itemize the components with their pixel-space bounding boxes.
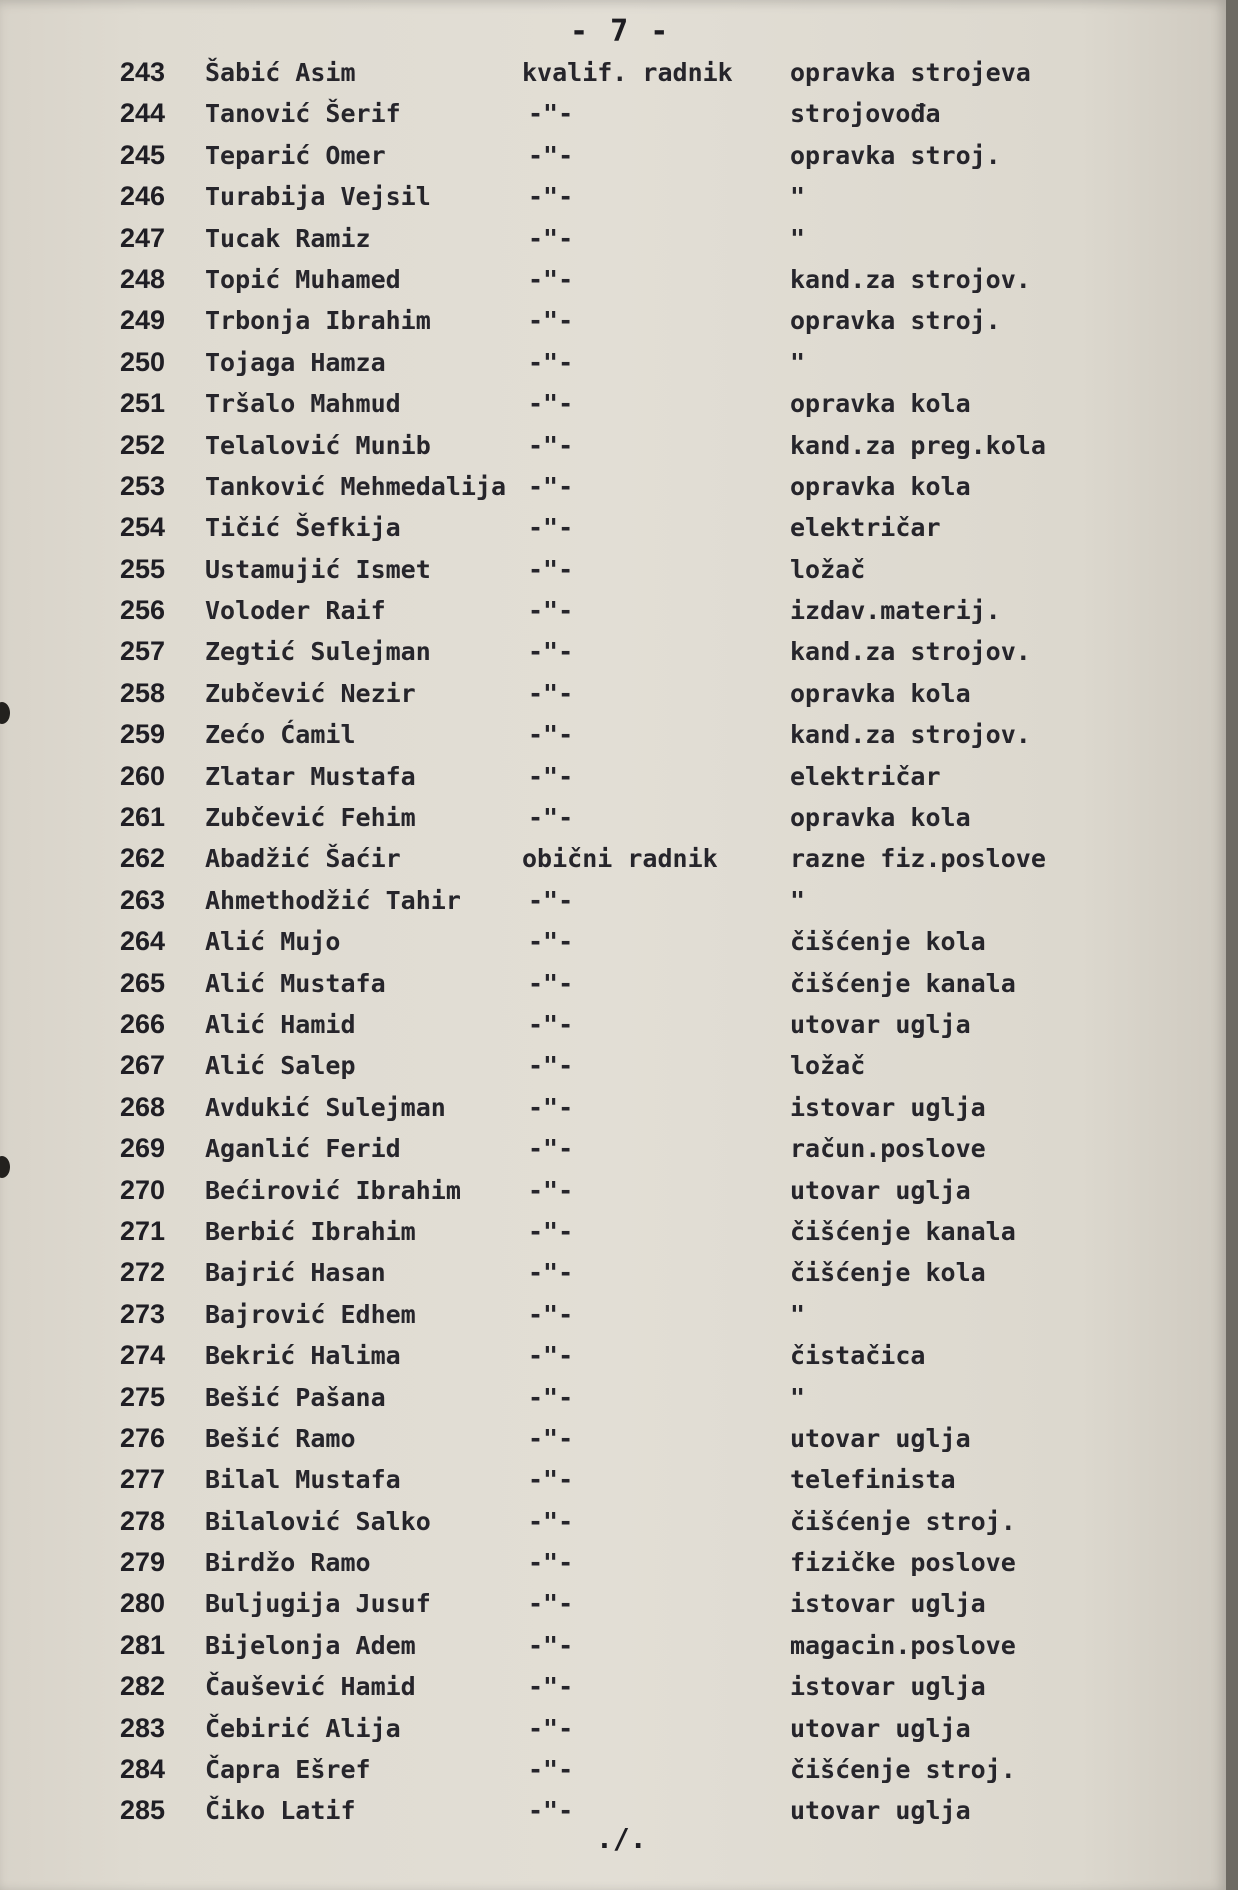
worker-name: Tucak Ramiz: [205, 223, 371, 253]
worker-name: Bijelonja Adem: [205, 1630, 416, 1660]
job-description: izdav.materij.: [790, 596, 1001, 626]
qualification: -"-: [528, 1548, 574, 1578]
row-number: 275: [120, 1381, 166, 1412]
list-item: [0, 1087, 1226, 1128]
qualification: -"-: [528, 761, 574, 791]
list-item: [0, 1501, 1226, 1542]
job-description: čišćenje kola: [790, 927, 986, 957]
job-description: utovar uglja: [790, 1423, 971, 1453]
job-description: magacin.poslove: [790, 1630, 1016, 1660]
qualification: -"-: [528, 1589, 574, 1619]
job-description: čišćenje stroj.: [790, 1506, 1016, 1536]
qualification: -"-: [528, 720, 574, 750]
row-number: 253: [120, 470, 166, 501]
job-description: kand.za strojov.: [790, 264, 1031, 294]
row-number: 245: [120, 139, 166, 170]
worker-name: Tojaga Hamza: [205, 347, 386, 377]
job-description: utovar uglja: [790, 1175, 971, 1205]
qualification: obični radnik: [522, 844, 718, 874]
list-item: [0, 1211, 1226, 1252]
qualification: -"-: [528, 99, 574, 129]
row-number: 268: [120, 1091, 166, 1122]
qualification: -"-: [528, 182, 574, 212]
qualification: -"-: [528, 306, 574, 336]
worker-name: Buljugija Jusuf: [205, 1589, 431, 1619]
worker-name: Zećo Ćamil: [205, 720, 356, 750]
qualification: -"-: [528, 1009, 574, 1039]
qualification: -"-: [528, 968, 574, 998]
worker-name: Šabić Asim: [205, 58, 356, 87]
qualification: -"-: [528, 1796, 574, 1826]
job-description: ložač: [790, 554, 866, 584]
row-number: 277: [120, 1464, 166, 1495]
row-number: 257: [120, 636, 166, 667]
qualification: -"-: [528, 554, 574, 584]
job-description: električar: [790, 761, 941, 791]
worker-name: Voloder Raif: [205, 596, 386, 626]
list-item: [0, 1583, 1226, 1624]
list-item: [0, 1749, 1226, 1790]
job-description: istovar uglja: [790, 1589, 986, 1619]
row-number: 263: [120, 884, 166, 915]
qualification: -"-: [528, 1672, 574, 1702]
job-description: ": [790, 182, 806, 212]
worker-name: Čaušević Hamid: [205, 1672, 416, 1702]
worker-name: Turabija Vejsil: [205, 182, 431, 212]
worker-name: Ustamujić Ismet: [205, 554, 431, 584]
worker-name: Zlatar Mustafa: [205, 761, 416, 791]
job-description: ": [790, 885, 806, 915]
job-description: opravka stroj.: [790, 140, 1001, 170]
job-description: fizičke poslove: [790, 1548, 1016, 1578]
worker-name: Alić Mustafa: [205, 968, 386, 998]
job-description: čišćenje kola: [790, 1258, 986, 1288]
qualification: -"-: [528, 1299, 574, 1329]
job-description: ložač: [790, 1051, 866, 1081]
job-description: opravka kola: [790, 678, 971, 708]
qualification: -"-: [528, 140, 574, 170]
list-item: [0, 1335, 1226, 1376]
job-description: opravka stroj.: [790, 306, 1001, 336]
row-number: 264: [120, 926, 166, 957]
row-number: 249: [120, 305, 166, 336]
row-number: 278: [120, 1505, 166, 1536]
worker-name: Bećirović Ibrahim: [205, 1175, 461, 1205]
qualification: -"-: [528, 1258, 574, 1288]
qualification: -"-: [528, 1382, 574, 1412]
list-item: [0, 52, 1226, 93]
list-item: [0, 1045, 1226, 1086]
job-description: ": [790, 347, 806, 377]
list-item: [0, 466, 1226, 507]
row-number: 270: [120, 1174, 166, 1205]
worker-name: Bajrović Edhem: [205, 1299, 416, 1329]
worker-name: Zubčević Fehim: [205, 803, 416, 833]
worker-name: Telalović Munib: [205, 430, 431, 460]
job-description: opravka kola: [790, 389, 971, 419]
job-description: razne fiz.poslove: [790, 844, 1046, 874]
list-item: [0, 549, 1226, 590]
job-description: utovar uglja: [790, 1009, 971, 1039]
worker-name: Bekrić Halima: [205, 1341, 401, 1371]
qualification: -"-: [528, 637, 574, 667]
row-number: 266: [120, 1008, 166, 1039]
qualification: -"-: [528, 927, 574, 957]
list-item: [0, 218, 1226, 259]
row-number: 261: [120, 802, 166, 833]
job-description: čistačica: [790, 1341, 926, 1371]
qualification: -"-: [528, 885, 574, 915]
qualification: -"-: [528, 471, 574, 501]
list-item: [0, 714, 1226, 755]
job-description: opravka strojeva: [790, 58, 1031, 87]
worker-name: Alić Hamid: [205, 1009, 356, 1039]
job-description: čišćenje kanala: [790, 1216, 1016, 1246]
qualification: -"-: [528, 1755, 574, 1785]
qualification: -"-: [528, 1134, 574, 1164]
list-item: [0, 963, 1226, 1004]
list-item: [0, 1170, 1226, 1211]
list-item: [0, 1542, 1226, 1583]
worker-name: Čebirić Alija: [205, 1713, 401, 1743]
row-number: 250: [120, 346, 166, 377]
list-item: [0, 1459, 1226, 1500]
row-number: 280: [120, 1588, 166, 1619]
list-item: [0, 425, 1226, 466]
row-number: 267: [120, 1050, 166, 1081]
list-item: [0, 921, 1226, 962]
list-item: [0, 507, 1226, 548]
worker-name: Aganlić Ferid: [205, 1134, 401, 1164]
list-item: [0, 1708, 1226, 1749]
worker-name: Tršalo Mahmud: [205, 389, 401, 419]
job-description: električar: [790, 513, 941, 543]
worker-name: Bešić Ramo: [205, 1423, 356, 1453]
worker-name: Bilalović Salko: [205, 1506, 431, 1536]
qualification: -"-: [528, 596, 574, 626]
row-number: 262: [120, 843, 166, 874]
row-number: 265: [120, 967, 166, 998]
worker-name: Čapra Ešref: [205, 1755, 371, 1785]
worker-list: [0, 52, 1226, 1832]
job-description: utovar uglja: [790, 1796, 971, 1826]
row-number: 276: [120, 1422, 166, 1453]
qualification: -"-: [528, 1051, 574, 1081]
list-item: [0, 383, 1226, 424]
qualification: kvalif. radnik: [522, 58, 733, 87]
worker-name: Alić Salep: [205, 1051, 356, 1081]
list-item: [0, 797, 1226, 838]
qualification: -"-: [528, 1465, 574, 1495]
qualification: -"-: [528, 1630, 574, 1660]
job-description: opravka kola: [790, 471, 971, 501]
list-item: [0, 673, 1226, 714]
qualification: -"-: [528, 1092, 574, 1122]
job-description: utovar uglja: [790, 1713, 971, 1743]
row-number: 273: [120, 1298, 166, 1329]
qualification: -"-: [528, 1216, 574, 1246]
job-description: čišćenje stroj.: [790, 1755, 1016, 1785]
job-description: istovar uglja: [790, 1672, 986, 1702]
list-item: [0, 176, 1226, 217]
qualification: -"-: [528, 1175, 574, 1205]
worker-name: Abadžić Šaćir: [205, 844, 401, 874]
row-number: 272: [120, 1257, 166, 1288]
row-number: 260: [120, 760, 166, 791]
row-number: 246: [120, 181, 166, 212]
row-number: 244: [120, 98, 166, 129]
qualification: -"-: [528, 803, 574, 833]
job-description: istovar uglja: [790, 1092, 986, 1122]
list-item: [0, 1128, 1226, 1169]
list-item: [0, 1377, 1226, 1418]
row-number: 254: [120, 512, 166, 543]
job-description: kand.za strojov.: [790, 720, 1031, 750]
list-item: [0, 1418, 1226, 1459]
worker-name: Avdukić Sulejman: [205, 1092, 446, 1122]
list-item: [0, 259, 1226, 300]
row-number: 252: [120, 429, 166, 460]
list-item: [0, 1294, 1226, 1335]
row-number: 243: [120, 57, 166, 87]
row-number: 269: [120, 1133, 166, 1164]
row-number: 259: [120, 719, 166, 750]
worker-name: Birdžo Ramo: [205, 1548, 371, 1578]
row-number: 271: [120, 1215, 166, 1246]
row-number: 248: [120, 263, 166, 294]
row-number: 247: [120, 222, 166, 253]
job-description: ": [790, 223, 806, 253]
worker-name: Čiko Latif: [205, 1796, 356, 1826]
list-item: [0, 342, 1226, 383]
row-number: 283: [120, 1712, 166, 1743]
list-item: [0, 300, 1226, 341]
qualification: -"-: [528, 678, 574, 708]
list-item: [0, 1625, 1226, 1666]
job-description: kand.za preg.kola: [790, 430, 1046, 460]
worker-name: Topić Muhamed: [205, 264, 401, 294]
worker-name: Alić Mujo: [205, 927, 341, 957]
qualification: -"-: [528, 1713, 574, 1743]
worker-name: Ahmethodžić Tahir: [205, 885, 461, 915]
job-description: ": [790, 1382, 806, 1412]
worker-name: Zegtić Sulejman: [205, 637, 431, 667]
list-item: [0, 880, 1226, 921]
row-number: 282: [120, 1671, 166, 1702]
row-number: 281: [120, 1629, 166, 1660]
qualification: -"-: [528, 347, 574, 377]
job-description: kand.za strojov.: [790, 637, 1031, 667]
qualification: -"-: [528, 264, 574, 294]
worker-name: Berbić Ibrahim: [205, 1216, 416, 1246]
row-number: 284: [120, 1754, 166, 1785]
worker-name: Bilal Mustafa: [205, 1465, 401, 1495]
page-number: - 7 -: [570, 14, 671, 49]
list-item: [0, 93, 1226, 134]
row-number: 256: [120, 595, 166, 626]
job-description: račun.poslove: [790, 1134, 986, 1164]
job-description: strojovođa: [790, 99, 941, 129]
worker-name: Tanković Mehmedalija: [205, 471, 507, 501]
worker-name: Teparić Omer: [205, 140, 386, 170]
qualification: -"-: [528, 223, 574, 253]
worker-name: Bajrić Hasan: [205, 1258, 386, 1288]
worker-name: Zubčević Nezir: [205, 678, 416, 708]
row-number: 285: [120, 1795, 166, 1826]
continuation-mark: ./.: [596, 1822, 647, 1855]
row-number: 255: [120, 553, 166, 584]
list-item: [0, 1252, 1226, 1293]
list-item: [0, 590, 1226, 631]
list-item: [0, 135, 1226, 176]
list-item: [0, 1004, 1226, 1045]
worker-name: Trbonja Ibrahim: [205, 306, 431, 336]
qualification: -"-: [528, 1423, 574, 1453]
job-description: opravka kola: [790, 803, 971, 833]
row-number: 274: [120, 1340, 166, 1371]
job-description: telefinista: [790, 1465, 956, 1495]
row-number: 258: [120, 677, 166, 708]
qualification: -"-: [528, 389, 574, 419]
job-description: čišćenje kanala: [790, 968, 1016, 998]
qualification: -"-: [528, 1341, 574, 1371]
qualification: -"-: [528, 1506, 574, 1536]
qualification: -"-: [528, 430, 574, 460]
list-item: [0, 838, 1226, 879]
worker-name: Tanović Šerif: [205, 99, 401, 129]
job-description: ": [790, 1299, 806, 1329]
qualification: -"-: [528, 513, 574, 543]
worker-name: Tičić Šefkija: [205, 513, 401, 543]
row-number: 251: [120, 388, 166, 419]
row-number: 279: [120, 1547, 166, 1578]
list-item: [0, 756, 1226, 797]
list-item: [0, 631, 1226, 672]
list-item: [0, 1666, 1226, 1707]
worker-name: Bešić Pašana: [205, 1382, 386, 1412]
